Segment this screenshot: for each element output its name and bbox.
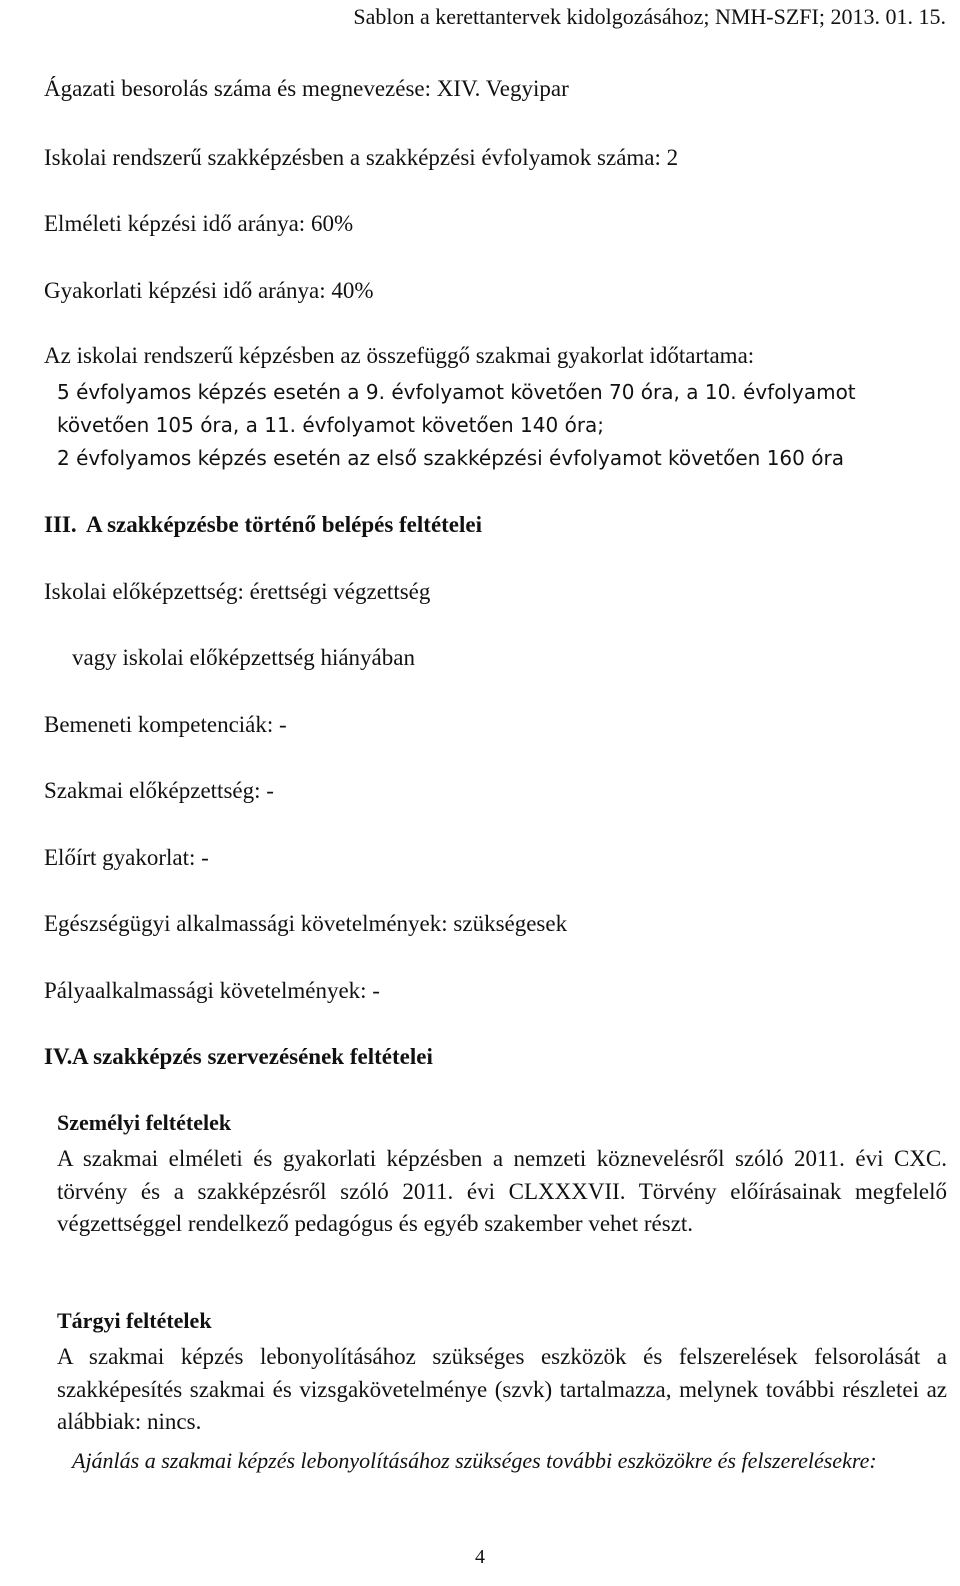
section-4-title: A szakképzés szervezésének feltételei: [72, 1044, 433, 1069]
osszefuggo-line: Az iskolai rendszerű képzésben az összefüggő szakmai gyakorlat időtartama:: [44, 343, 755, 368]
bemeneti-kompetenciak: Bemeneti kompetenciák: -: [44, 712, 287, 737]
szemelyi-feltetelek-title: Személyi feltételek: [57, 1110, 232, 1135]
five-year-line-2: követően 105 óra, a 11. évfolyamot követően 140 óra;: [57, 413, 605, 437]
page-number: 4: [475, 1546, 485, 1568]
iskolai-elokepzettseg: Iskolai előképzettség: érettségi végzettség: [44, 579, 431, 604]
page-header: Sablon a kerettantervek kidolgozásához; NMH-SZFI; 2013. 01. 15.: [353, 4, 946, 29]
evfolyamok-line: Iskolai rendszerű szakképzésben a szakképzési évfolyamok száma: 2: [44, 145, 679, 170]
elmeleti-line: Elméleti képzési idő aránya: 60%: [44, 211, 354, 236]
targyi-feltetelek-text: A szakmai képzés lebonyolításához szükséges eszközök és felszerelések felsorolását a szakképesítés szakmai és vizsgakövetelménye (szvk) tartalmazza, melynek további részletei az alábbiak: nincs.: [57, 1344, 947, 1434]
gyakorlati-line: Gyakorlati képzési idő aránya: 40%: [44, 278, 374, 303]
eloirt-gyakorlat: Előírt gyakorlat: -: [44, 845, 209, 870]
five-year-line-1: 5 évfolyamos képzés esetén a 9. évfolyamot követően 70 óra, a 10. évfolyamot: [57, 380, 856, 404]
two-year-line: 2 évfolyamos képzés esetén az első szakképzési évfolyamot követően 160 óra: [57, 446, 844, 470]
palyaalkalmassagi-kovetelmenyek: Pályaalkalmassági követelmények: -: [44, 978, 380, 1003]
section-3-title: A szakképzésbe történő belépés feltételei: [86, 512, 483, 537]
szakmai-elokepzettseg: Szakmai előképzettség: -: [44, 778, 274, 803]
section-4-number: IV.: [44, 1044, 73, 1069]
egeszsegugyi-kovetelmenyek: Egészségügyi alkalmassági követelmények: szükségesek: [44, 911, 568, 936]
agazati-line: Ágazati besorolás száma és megnevezése: XIV. Vegyipar: [44, 76, 569, 101]
section-3-number: III.: [44, 512, 77, 537]
ajanlas-text: Ajánlás a szakmai képzés lebonyolításához szükséges további eszközökre és felszerelésekre:: [72, 1448, 877, 1473]
targyi-feltetelek-title: Tárgyi feltételek: [57, 1308, 212, 1333]
vagy-line: vagy iskolai előképzettség hiányában: [72, 645, 415, 670]
szemelyi-feltetelek-text: A szakmai elméleti és gyakorlati képzésben a nemzeti köznevelésről szóló 2011. évi CXC. törvény és a szakképzésről szóló 2011. évi CLXXXVII. Törvény előírásainak megfelelő végzettséggel rendelkező pedagógus és egyéb szakember vehet részt.: [57, 1146, 947, 1236]
